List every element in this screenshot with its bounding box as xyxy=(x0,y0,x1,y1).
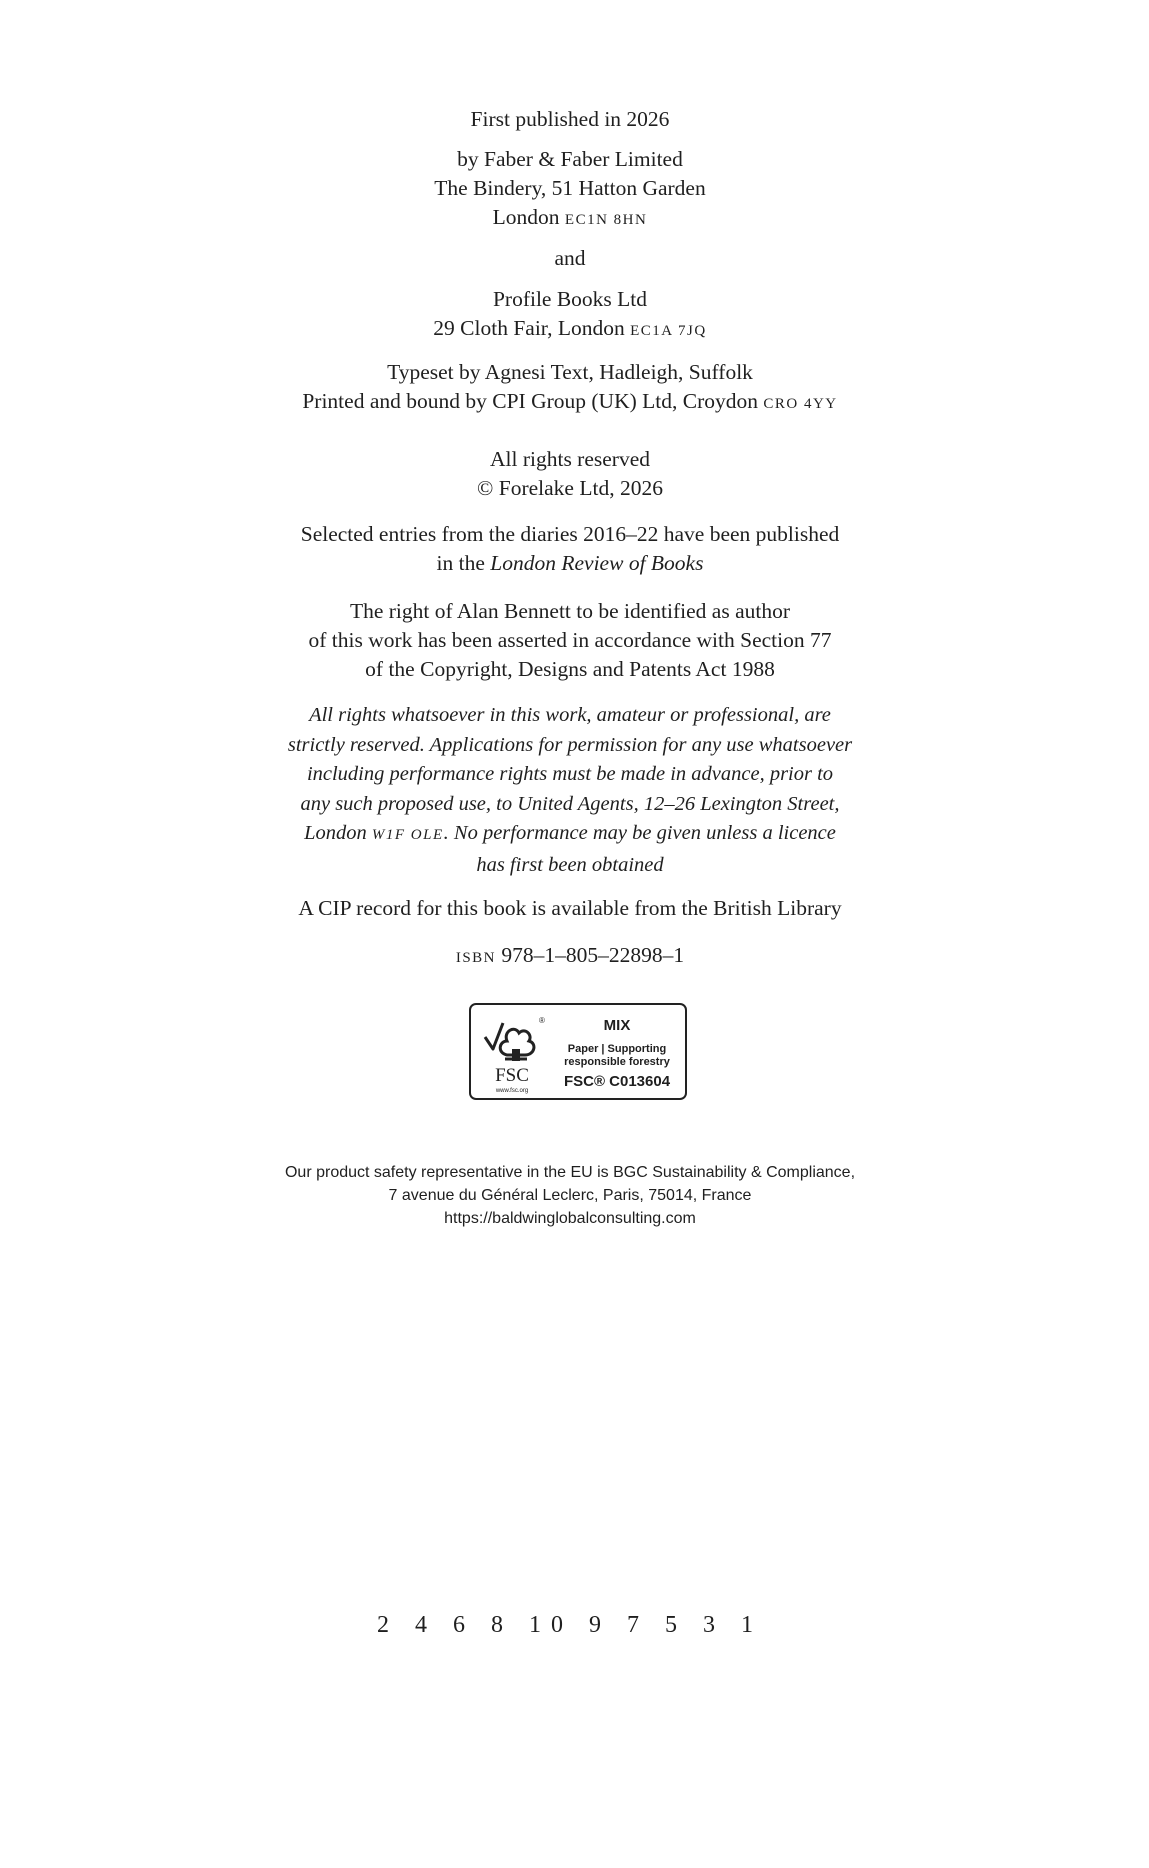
performance-rights xyxy=(0,701,1140,880)
moral-right-line: The right of Alan Bennett to be identified as author xyxy=(349,599,791,623)
postcode: EC1N 8HN xyxy=(564,212,648,228)
cip-line: A CIP record for this book is available from the British Library xyxy=(298,896,842,920)
publisher-faber xyxy=(0,145,1140,235)
fsc-logo-text: FSC xyxy=(495,1065,529,1086)
address: 29 Cloth Fair, London xyxy=(433,316,625,340)
isbn-line xyxy=(0,941,1140,973)
safety-line: Our product safety representative in the EU is BGC Sustainability & Compliance, xyxy=(284,1164,856,1181)
postcode: CRO 4YY xyxy=(763,396,838,412)
and-separator xyxy=(0,244,1140,273)
fsc-claim-line: Paper | Supporting xyxy=(567,1043,667,1055)
performance-suffix: . No performance may be given unless a licence xyxy=(443,822,836,844)
rights-line: All rights reserved xyxy=(489,447,650,471)
and-text: and xyxy=(554,246,586,270)
publisher-line xyxy=(0,203,1140,235)
first-published-line: First published in 2026 xyxy=(470,107,670,131)
typeset-line: Typeset by Agnesi Text, Hadleigh, Suffolk xyxy=(387,360,753,384)
isbn xyxy=(0,941,1140,973)
performance-line: strictly reserved. Applications for permission for any use whatsoever xyxy=(287,733,853,756)
city: London xyxy=(492,205,560,229)
cip-record xyxy=(0,894,1140,923)
fsc-logo-url: www.fsc.org xyxy=(495,1088,529,1094)
postcode: EC1A 7JQ xyxy=(630,323,707,339)
fsc-tree-logo-icon xyxy=(479,1011,545,1095)
publisher-line xyxy=(0,314,1140,346)
production-credits xyxy=(0,358,1140,419)
isbn-label: ISBN xyxy=(455,950,497,966)
printed-line xyxy=(0,387,1140,419)
first-published xyxy=(0,105,1140,134)
isbn-number: 978–1–805–22898–1 xyxy=(501,943,685,967)
moral-right xyxy=(0,597,1140,684)
product-safety xyxy=(0,1161,1140,1230)
diaries-prefix: in the xyxy=(436,551,485,575)
journal-title: London Review of Books xyxy=(490,551,704,575)
performance-line: All rights whatsoever in this work, amateur or professional, are xyxy=(309,704,831,726)
fsc-details xyxy=(553,1011,681,1090)
rights-reserved xyxy=(0,445,1140,503)
postcode: W1F OLE xyxy=(371,827,444,843)
printer: Printed and bound by CPI Group (UK) Ltd, Croydon xyxy=(302,389,758,413)
fsc-code: FSC® C013604 xyxy=(563,1073,671,1090)
copyright-line: © Forelake Ltd, 2026 xyxy=(477,476,663,500)
fsc-mix: MIX xyxy=(603,1017,631,1034)
safety-line: https://baldwinglobalconsulting.com xyxy=(444,1210,696,1227)
publisher-line: The Bindery, 51 Hatton Garden xyxy=(434,176,706,200)
publisher-profile xyxy=(0,285,1140,346)
moral-right-line: of the Copyright, Designs and Patents Act 1988 xyxy=(365,657,775,681)
performance-city: London xyxy=(304,822,367,844)
performance-line: any such proposed use, to United Agents, 12–26 Lexington Street, xyxy=(300,792,840,815)
performance-line xyxy=(0,819,1140,851)
fsc-label xyxy=(469,1003,687,1100)
performance-line: has first been obtained xyxy=(476,853,664,876)
moral-right-line: of this work has been asserted in accordance with Section 77 xyxy=(308,628,832,652)
diaries-line: Selected entries from the diaries 2016–22 have been published xyxy=(300,522,840,546)
publisher-line: by Faber & Faber Limited xyxy=(457,147,683,171)
safety-line: 7 avenue du Général Leclerc, Paris, 75014, France xyxy=(388,1187,752,1204)
printing-line: 2 4 6 8 10 9 7 5 3 1 xyxy=(377,1612,763,1638)
publisher-line: Profile Books Ltd xyxy=(492,287,648,311)
fsc-claim xyxy=(553,1043,681,1069)
diaries-note xyxy=(0,520,1140,578)
fsc-logo-mark: ® xyxy=(539,1016,545,1025)
performance-line: including performance rights must be made in advance, prior to xyxy=(306,763,834,785)
fsc-claim-line: responsible forestry xyxy=(564,1056,670,1068)
diaries-line xyxy=(0,549,1140,578)
